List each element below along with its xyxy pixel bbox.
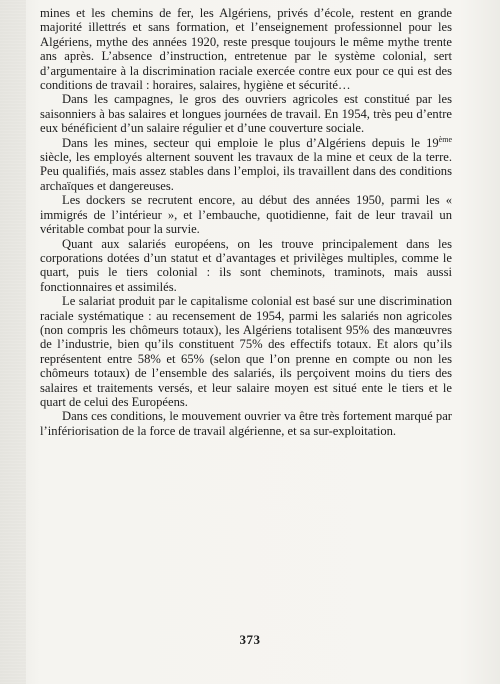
paragraph-dockers: Les dockers se recrutent encore, au début des années 1950, parmi les « immigrés de l’intérieur », et l’embauche, quotidienne, fait de leur travail un véritable combat pour la survie.: [40, 193, 452, 237]
mines-text-end: siècle, les employés alternent souvent les travaux de la mine et ceux de la terre. Peu qualifiés, mais assez stables dans l’emploi, ils travaillent dans des conditions archaïques et dangereuses.: [40, 150, 452, 193]
paragraph-salariat: Le salariat produit par le capitalisme colonial est basé sur une discrimination raciale systématique : au recensement de 1954, parmi les salariés non agricoles (non compris les chômeurs totaux), les Algériens totalisent 95% des manœuvres de l’industrie, bien qu’ils constituent 75% des effectifs totaux. Et alors qu’ils représentent entre 58% et 65% (selon que l’on prenne en compte ou non les chômeurs totaux) de l’ensemble des salariés, ils perçoivent moins du tiers des salaires et traitements versés, et leur salaire moyen est situé ente le tiers et le quart de celui des Européens.: [40, 294, 452, 409]
page-number: 373: [239, 632, 261, 647]
paragraph-education: mines et les chemins de fer, les Algériens, privés d’école, restent en grande majorité illettrés et sans formation, et l’enseignement professionnel pour les Algériens, mythe des années 1920, reste presque toujours le même mythe trente ans après. L’absence d’instruction, entretenue par le système colonial, sert d’argumentaire à la discrimination raciale exercée contre eux pour ce qui est des conditions de travail : horaires, salaires, hygiène et sécurité…: [40, 6, 452, 93]
paragraph-conclusion: Dans ces conditions, le mouvement ouvrier va être très fortement marqué par l’infériorisation de la force de travail algérienne, et sa sur-exploitation.: [40, 409, 452, 438]
body-text: [40, 6, 452, 438]
mines-text-start: Dans les mines, secteur qui emploie le plus d’Algériens depuis le 19: [62, 135, 439, 150]
paragraph-salaries-europeens: Quant aux salariés européens, on les trouve principalement dans les corporations dotées d’un statut et d’avantages et privilèges multiples, comme le quart, puis le tiers colonial : ils sont cheminots, traminots, mais aussi fonctionnaires et assimilés.: [40, 236, 452, 294]
binding-gutter: [0, 0, 26, 684]
paragraph-campagnes: Dans les campagnes, le gros des ouvriers agricoles est constitué par les saisonniers à bas salaires et longues journées de travail. En 1954, très peu d’entre eux bénéficient d’un salaire régulier et d’une couverture sociale.: [40, 92, 452, 136]
ordinal-superscript: ème: [438, 134, 452, 144]
paragraph-mines: [40, 136, 452, 194]
